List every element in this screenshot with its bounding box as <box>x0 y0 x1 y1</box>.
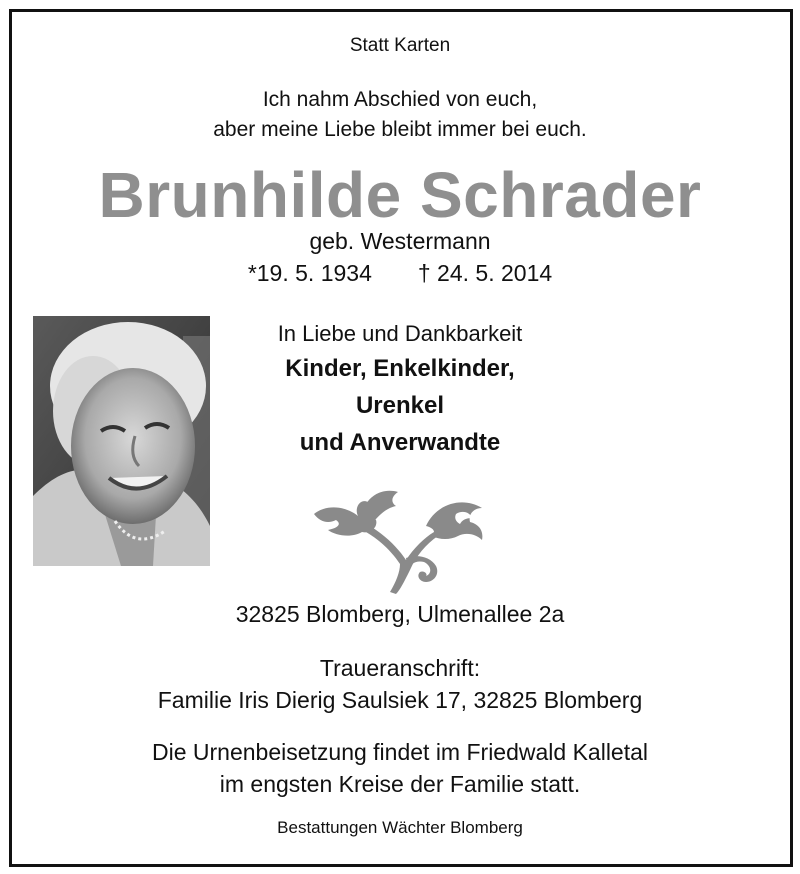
death-date: † 24. 5. 2014 <box>417 260 553 286</box>
mourning-address-block <box>0 652 800 716</box>
notice-header: Statt Karten <box>349 35 451 56</box>
mourners-line-1: Kinder, Enkelkinder, <box>285 355 515 382</box>
portrait-photo <box>33 316 210 566</box>
motto-line-1: Ich nahm Abschied von euch, <box>262 88 538 111</box>
deceased-name: Brunhilde Schrader <box>98 159 702 231</box>
burial-info-line-1: Die Urnenbeisetzung findet im Friedwald Kalletal <box>151 739 649 765</box>
burial-info <box>0 736 800 800</box>
motto <box>0 85 800 145</box>
mourners-line-3: und Anverwandte <box>299 429 501 456</box>
residence-address: 32825 Blomberg, Ulmenallee 2a <box>235 601 565 627</box>
floral-ornament-icon <box>306 486 496 594</box>
birth-date: *19. 5. 1934 <box>247 260 372 286</box>
motto-line-2: aber meine Liebe bleibt immer bei euch. <box>213 118 587 141</box>
mourning-address: Familie Iris Dierig Saulsiek 17, 32825 Blomberg <box>157 687 643 713</box>
life-dates <box>0 260 800 287</box>
undertaker: Bestattungen Wächter Blomberg <box>277 818 523 837</box>
dedication-text: In Liebe und Dankbarkeit <box>277 321 523 346</box>
mourning-address-label: Traueranschrift: <box>319 655 481 681</box>
burial-info-line-2: im engsten Kreise der Familie statt. <box>219 771 581 797</box>
birth-name: geb. Westermann <box>309 228 491 254</box>
floral-ornament-graphic <box>306 486 496 594</box>
mourners-line-2: Urenkel <box>355 392 445 419</box>
family-section <box>210 318 590 461</box>
portrait-photo-illustration <box>33 316 210 566</box>
